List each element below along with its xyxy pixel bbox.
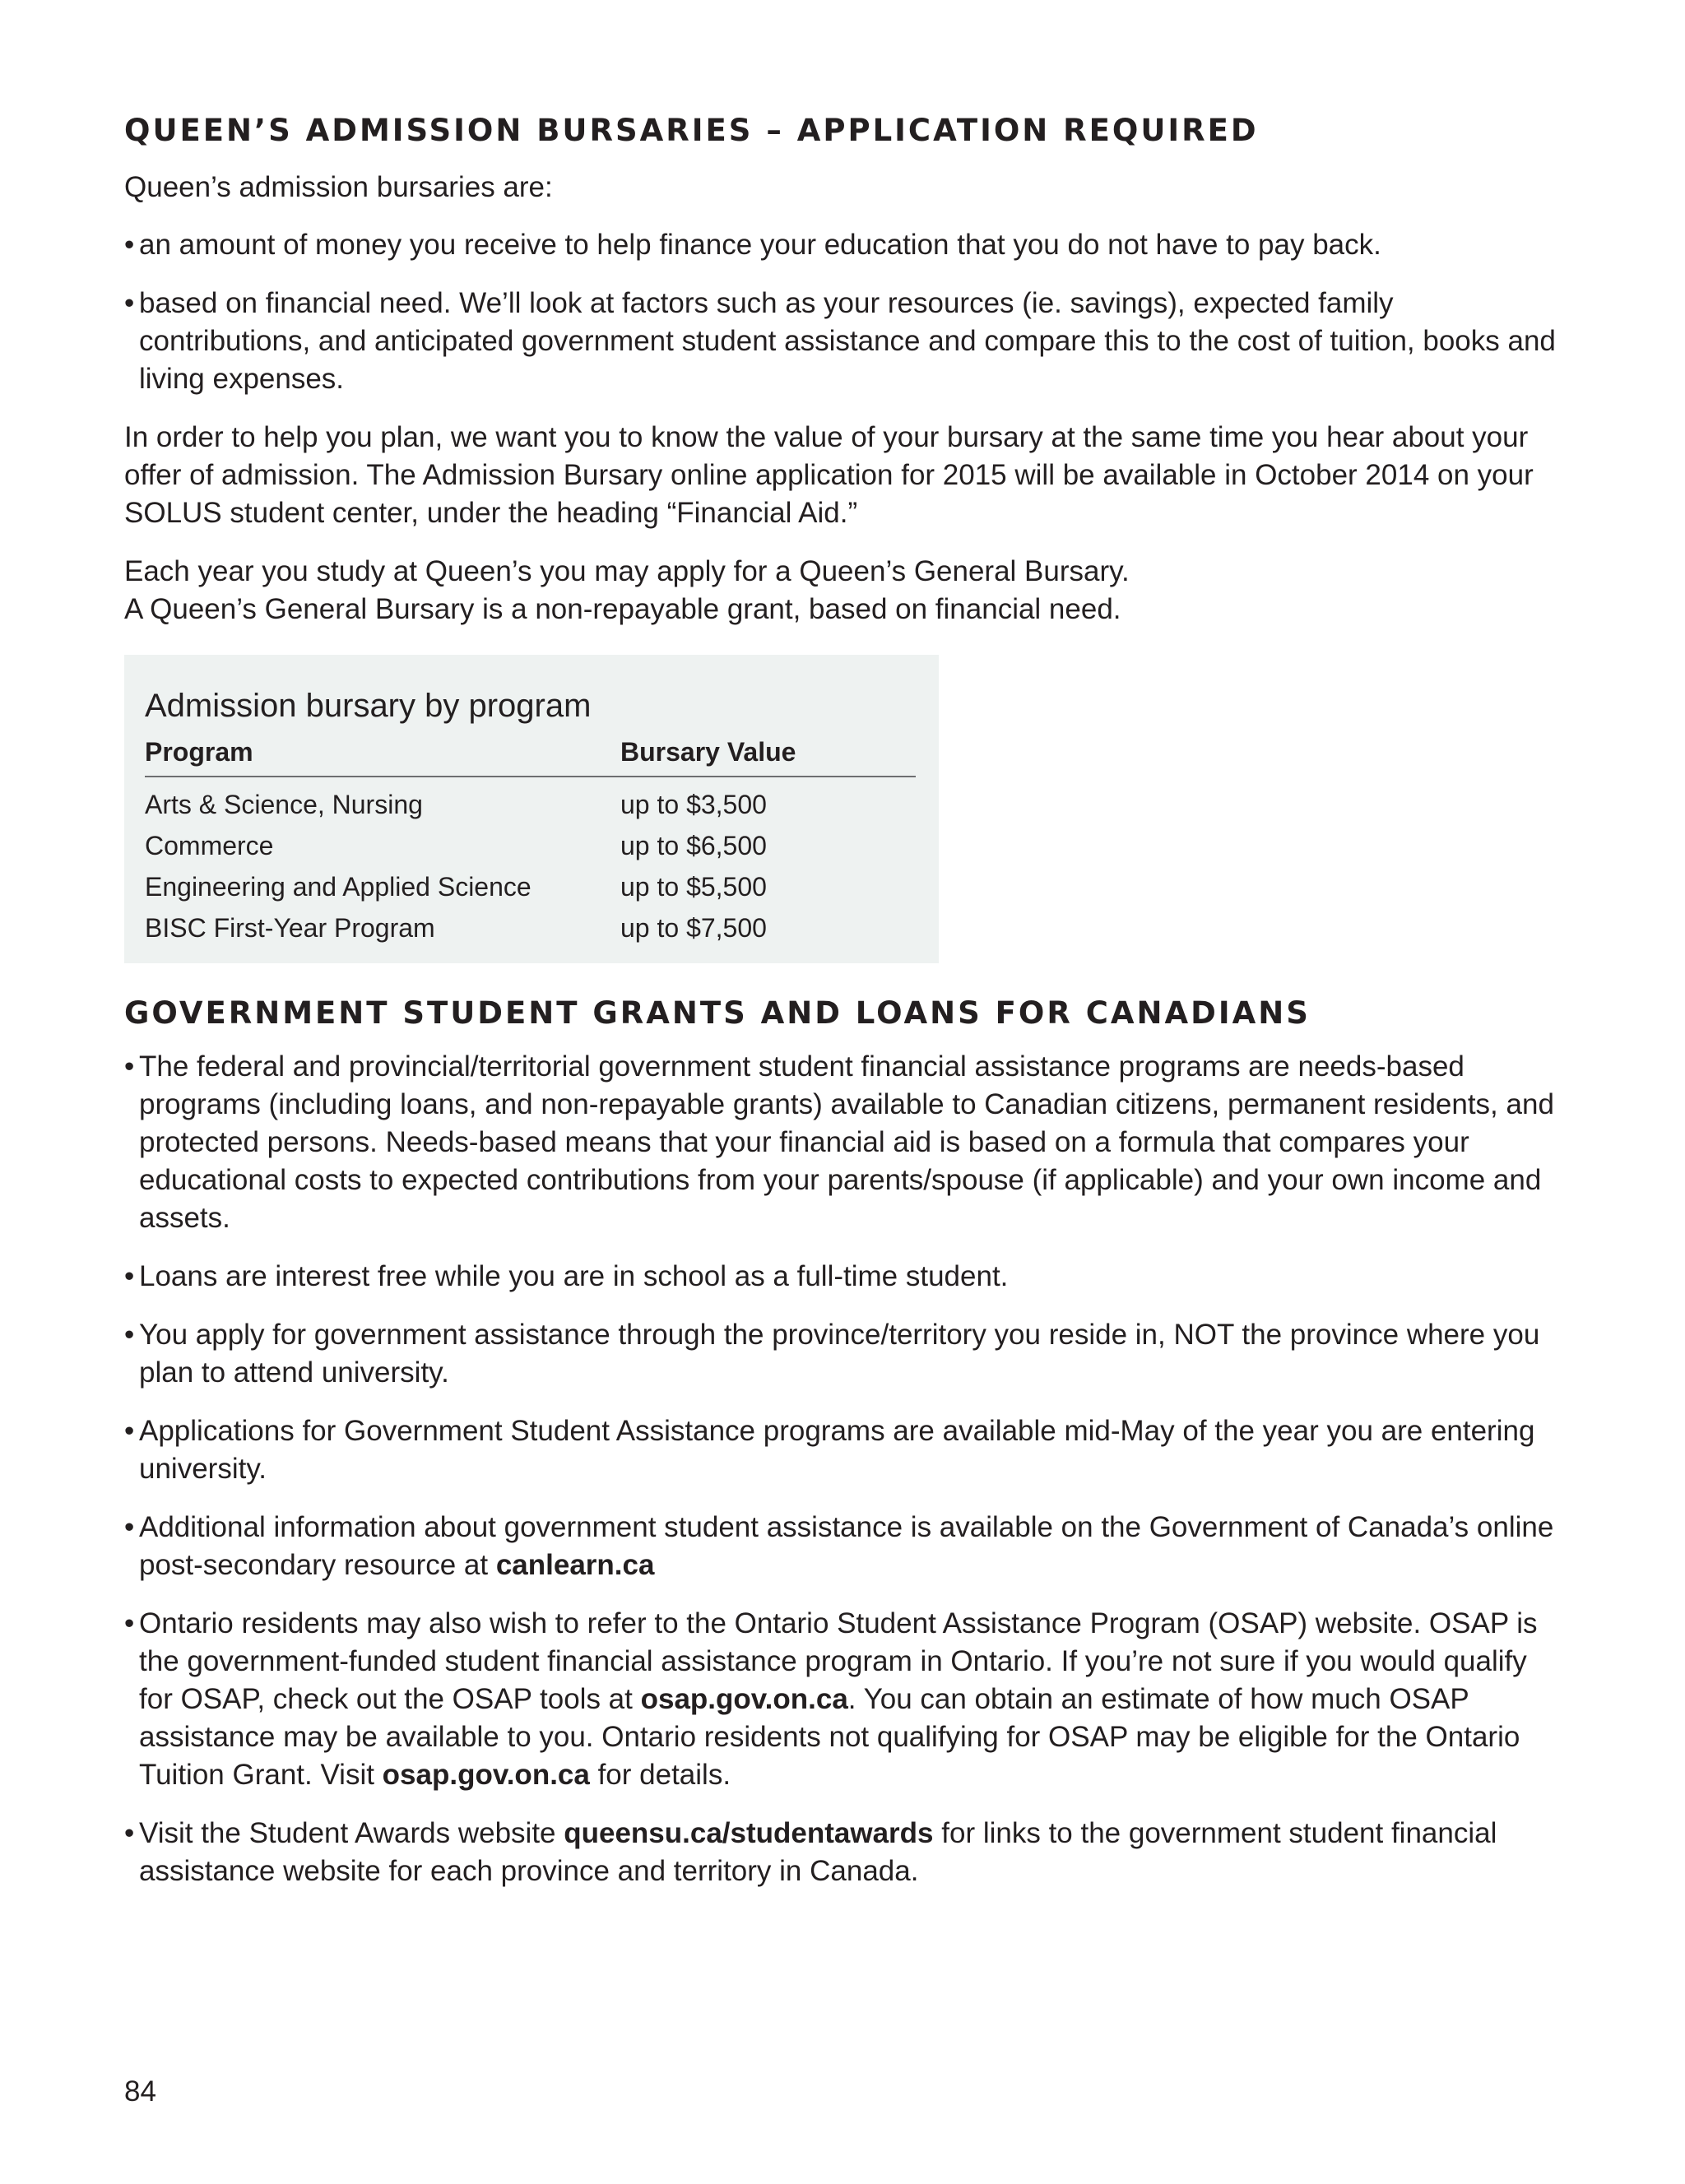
program-cell: Arts & Science, Nursing bbox=[145, 790, 423, 819]
bullet-icon: • bbox=[124, 1511, 135, 1543]
table-row bbox=[145, 825, 916, 866]
government-bullet-text: The federal and provincial/territorial government student financial assistance programs are needs-based programs (including loans, and non-repayable grants) available to Canadian citizens, permanent residents, and protected persons. Needs-based means that your financial aid is based on a formula that compares your educational costs to expected contributions from your parents/spouse (if applicable) and your own income and assets. bbox=[139, 1050, 1554, 1234]
government-bullet bbox=[124, 1815, 1556, 1890]
value-cell: up to $7,500 bbox=[620, 913, 767, 943]
bullet-icon: • bbox=[124, 1415, 135, 1447]
page-number: 84 bbox=[124, 2075, 156, 2107]
government-bullet-text: You apply for government assistance through the province/territory you reside in, NOT the province where you plan to attend university. bbox=[139, 1319, 1540, 1389]
government-bullet bbox=[124, 1509, 1556, 1584]
table-row bbox=[145, 866, 916, 907]
plan-paragraph: In order to help you plan, we want you to know the value of your bursary at the same time you hear about your offer of admission. The Admission Bursary online application for 2015 will be available in October 2014 on your SOLUS student center, under the heading “Financial Aid.” bbox=[124, 421, 1534, 529]
government-bullet bbox=[124, 1605, 1556, 1794]
government-bullet-text: Loans are interest free while you are in school as a full-time student. bbox=[139, 1260, 1009, 1292]
student-awards-link[interactable]: queensu.ca/studentawards bbox=[564, 1817, 934, 1849]
government-bullet bbox=[124, 1048, 1556, 1237]
page-content bbox=[124, 115, 1556, 1890]
government-grants-heading: GOVERNMENT STUDENT GRANTS AND LOANS FOR CANADIANS bbox=[124, 995, 1311, 1031]
bullet-icon: • bbox=[124, 287, 135, 319]
government-bullet-list bbox=[124, 1048, 1556, 1890]
general-bursary-line-1: Each year you study at Queen’s you may apply for a Queen’s General Bursary. bbox=[124, 555, 1130, 587]
admission-bursaries-heading: QUEEN’S ADMISSION BURSARIES – APPLICATION REQUIRED bbox=[124, 113, 1259, 148]
bursary-value-column-header: Bursary Value bbox=[620, 737, 916, 777]
admission-bullet-list bbox=[124, 226, 1556, 398]
government-bullet-text: for links to the government student financial assistance website for each province and territory in Canada. bbox=[139, 1817, 1497, 1887]
government-bullet bbox=[124, 1316, 1556, 1392]
government-bullet-text: Applications for Government Student Assistance programs are available mid-May of the year you are entering university. bbox=[139, 1415, 1535, 1485]
osap-link[interactable]: osap.gov.on.ca bbox=[382, 1759, 590, 1791]
bullet-icon: • bbox=[124, 1260, 135, 1292]
table-row bbox=[145, 777, 916, 825]
program-cell: Engineering and Applied Science bbox=[145, 872, 531, 902]
admission-bullet-text: based on financial need. We’ll look at factors such as your resources (ie. savings), expected family contributions, and anticipated government student assistance and compare this to the cost of tuition, books and living expenses. bbox=[139, 287, 1556, 395]
bullet-icon: • bbox=[124, 229, 135, 261]
government-bullet-text: Additional information about government student assistance is available on the Government of Canada’s online post-secondary resource at bbox=[139, 1511, 1554, 1581]
government-bullet-text: Ontario residents may also wish to refer to the Ontario Student Assistance Program (OSAP) website. OSAP is the government-funded student financial assistance program in Ontario. If you’re not sure if you would qualify for OSAP, check out the OSAP tools at bbox=[139, 1607, 1538, 1715]
government-bullet-text: Visit the Student Awards website bbox=[139, 1817, 564, 1849]
government-bullet bbox=[124, 1412, 1556, 1488]
program-column-header: Program bbox=[145, 737, 620, 777]
program-cell: BISC First-Year Program bbox=[145, 913, 435, 943]
admission-bullet bbox=[124, 226, 1556, 264]
bullet-icon: • bbox=[124, 1050, 135, 1083]
admission-bullet-text: an amount of money you receive to help finance your education that you do not have to pay back. bbox=[139, 229, 1381, 261]
bursary-table-title: Admission bursary by program bbox=[145, 688, 592, 724]
admission-intro: Queen’s admission bursaries are: bbox=[124, 171, 553, 203]
value-cell: up to $3,500 bbox=[620, 790, 767, 819]
bullet-icon: • bbox=[124, 1817, 135, 1849]
bullet-icon: • bbox=[124, 1607, 135, 1639]
admission-bullet bbox=[124, 285, 1556, 398]
bullet-icon: • bbox=[124, 1319, 135, 1351]
value-cell: up to $5,500 bbox=[620, 872, 767, 902]
general-bursary-line-2: A Queen’s General Bursary is a non-repayable grant, based on financial need. bbox=[124, 593, 1121, 625]
government-bullet-text: for details. bbox=[589, 1759, 731, 1791]
value-cell: up to $6,500 bbox=[620, 831, 767, 860]
canlearn-link[interactable]: canlearn.ca bbox=[495, 1549, 655, 1581]
bursary-table bbox=[145, 737, 916, 948]
table-row bbox=[145, 907, 916, 948]
program-cell: Commerce bbox=[145, 831, 274, 860]
table-header-row bbox=[145, 737, 916, 777]
government-bullet-text: . You can obtain an estimate of how much OSAP assistance may be available to you. Ontario residents not qualifying for OSAP may be eligible for the Ontario Tuition Grant. Visit bbox=[139, 1683, 1520, 1791]
osap-link[interactable]: osap.gov.on.ca bbox=[640, 1683, 848, 1715]
government-bullet bbox=[124, 1258, 1556, 1296]
bursary-table-box bbox=[124, 655, 939, 963]
